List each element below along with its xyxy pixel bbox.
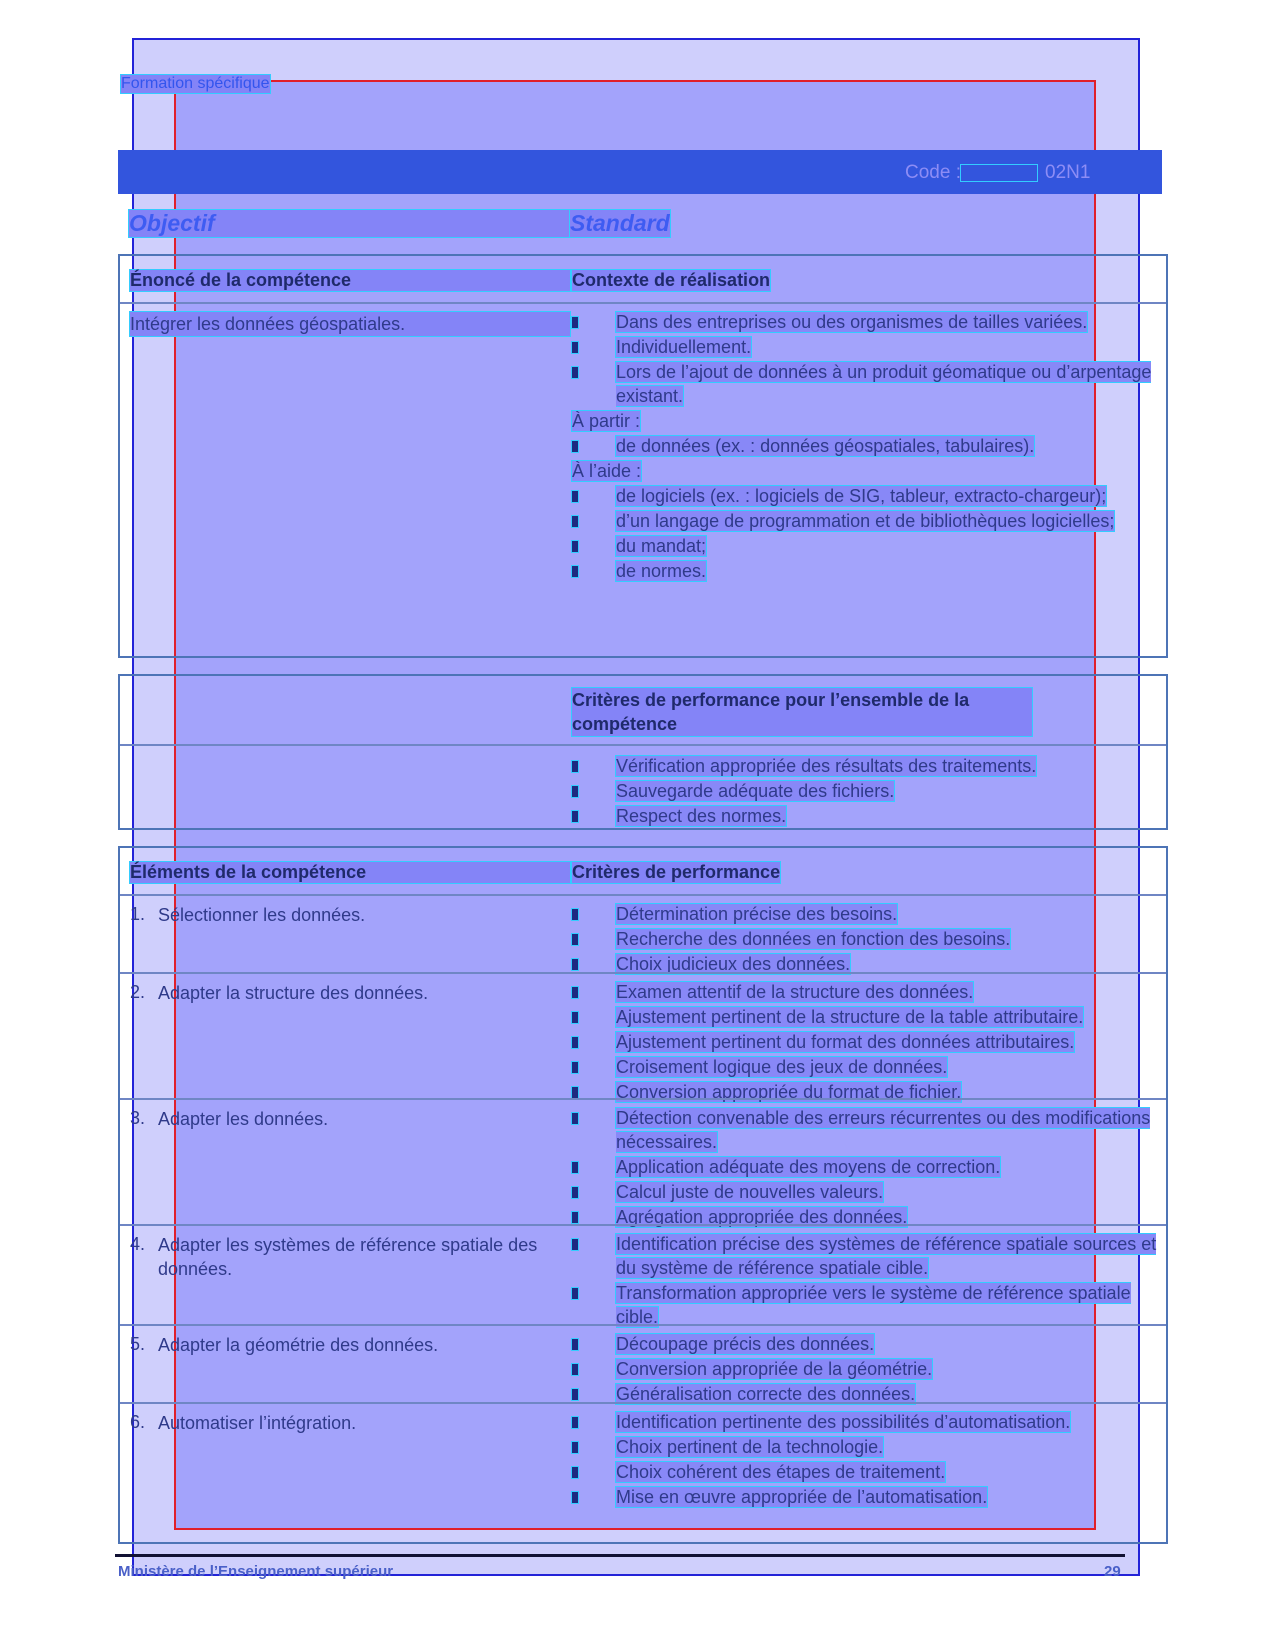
critere-item-text: Examen attentif de la structure des données. [616, 982, 974, 1002]
contexte-subheading [572, 459, 1162, 483]
row-divider [120, 1402, 1166, 1404]
critere-item-text: Détermination précise des besoins. [616, 904, 898, 924]
element-number: 3. [130, 1108, 146, 1128]
bullet-icon [572, 367, 578, 378]
bullet-icon [572, 317, 578, 328]
element-text: Adapter les systèmes de référence spatiale des données. [158, 1235, 538, 1279]
elements-box [118, 846, 1168, 1544]
section-title: Formation spécifique [121, 75, 270, 92]
criteres-ensemble-header: Critères de performance pour l’ensemble de la compétence [572, 688, 1032, 736]
critere-item-text: Agrégation appropriée des données. [616, 1207, 908, 1227]
element-number: 4. [130, 1234, 146, 1254]
bullet-icon [572, 1037, 578, 1048]
critere-item [572, 1005, 1162, 1029]
bullet-icon [572, 909, 578, 920]
critere-item [572, 1055, 1162, 1079]
contexte-item-text: Dans des entreprises ou des organismes de tailles variées. [616, 312, 1088, 332]
critere-item [572, 1232, 1162, 1280]
bullet-icon [572, 491, 578, 502]
critere-item [572, 927, 1162, 951]
critere-item-text: Choix judicieux des données. [616, 954, 851, 974]
critere-item [572, 1485, 1162, 1509]
element-text: Adapter la structure des données. [158, 983, 429, 1003]
contexte-subheading-text: À partir : [572, 411, 641, 431]
enonce-header: Énoncé de la compétence [130, 270, 570, 291]
element-text: Adapter les données. [158, 1109, 329, 1129]
criteres-list [572, 1332, 1162, 1407]
critere-item [572, 1332, 1162, 1356]
contexte-subheading-text: À l’aide : [572, 461, 642, 481]
critere-item-text: Généralisation correcte des données. [616, 1384, 916, 1404]
critere-item-text: Mise en œuvre appropriée de l’automatisation. [616, 1487, 988, 1507]
critere-ensemble-item-text: Respect des normes. [616, 806, 787, 826]
criteres-header: Critères de performance [572, 862, 781, 882]
critere-item-text: Transformation appropriée vers le système de référence spatiale cible. [616, 1283, 1131, 1327]
critere-item-text: Identification précise des systèmes de référence spatiale sources et du système de référence spatiale cible. [616, 1234, 1157, 1278]
criteres-list [572, 980, 1162, 1105]
objectif-heading: Objectif [129, 210, 569, 237]
bullet-icon [572, 1239, 578, 1250]
critere-ensemble-item-text: Sauvegarde adéquate des fichiers. [616, 781, 895, 801]
contexte-item [572, 434, 1162, 458]
bullet-icon [572, 1012, 578, 1023]
element-text: Sélectionner les données. [158, 905, 366, 925]
bullet-icon [572, 541, 578, 552]
critere-item [572, 1435, 1162, 1459]
row-divider [120, 302, 1166, 304]
critere-item-text: Ajustement pertinent de la structure de la table attributaire. [616, 1007, 1084, 1027]
bullet-icon [572, 342, 578, 353]
contexte-item [572, 360, 1162, 408]
standard-heading: Standard [570, 210, 670, 236]
critere-item-text: Conversion appropriée de la géométrie. [616, 1359, 933, 1379]
elements-header: Éléments de la compétence [130, 862, 570, 883]
contexte-item-text: de données (ex. : données géospatiales, tabulaires). [616, 436, 1035, 456]
contexte-item [572, 559, 1162, 583]
critere-item-text: Choix cohérent des étapes de traitement. [616, 1462, 946, 1482]
contexte-item [572, 484, 1162, 508]
critere-item [572, 1410, 1162, 1434]
element-text: Adapter la géométrie des données. [158, 1335, 439, 1355]
row-divider [120, 1224, 1166, 1226]
critere-ensemble-item-text: Vérification appropriée des résultats des traitements. [616, 756, 1037, 776]
element-number: 1. [130, 904, 146, 924]
footer-rule [115, 1554, 1125, 1557]
bullet-icon [572, 1417, 578, 1428]
bullet-icon [572, 1062, 578, 1073]
row-divider [120, 894, 1166, 896]
bullet-icon [572, 934, 578, 945]
bullet-icon [572, 987, 578, 998]
code-label: Code : [905, 162, 961, 183]
footer-ministry: Ministère de l’Enseignement supérieur [118, 1563, 394, 1580]
bullet-icon [572, 441, 578, 452]
row-divider [120, 972, 1166, 974]
critere-item-text: Recherche des données en fonction des besoins. [616, 929, 1011, 949]
criteres-list [572, 1106, 1162, 1230]
critere-item-text: Ajustement pertinent du format des données attributaires. [616, 1032, 1075, 1052]
critere-item [572, 980, 1162, 1004]
bullet-icon [572, 761, 578, 772]
critere-item [572, 1106, 1162, 1154]
critere-item [572, 1155, 1162, 1179]
critere-item-text: Identification pertinente des possibilités d’automatisation. [616, 1412, 1071, 1432]
critere-item [572, 1460, 1162, 1484]
contexte-item [572, 509, 1162, 533]
page-number: 29 [1104, 1563, 1121, 1580]
bullet-icon [572, 1442, 578, 1453]
contexte-item-text: d’un langage de programmation et de bibliothèques logicielles; [616, 511, 1115, 531]
bullet-icon [572, 1389, 578, 1400]
critere-ensemble-item [572, 804, 1162, 828]
critere-item-text: Détection convenable des erreurs récurrentes ou des modifications nécessaires. [616, 1108, 1151, 1152]
bullet-icon [572, 566, 578, 577]
element-number: 5. [130, 1334, 146, 1354]
bullet-icon [572, 959, 578, 970]
bullet-icon [572, 811, 578, 822]
critere-item [572, 1281, 1162, 1329]
bullet-icon [572, 1212, 578, 1223]
row-divider [120, 744, 1166, 746]
contexte-item-text: de normes. [616, 561, 707, 581]
element-number: 2. [130, 982, 146, 1002]
criteres-list [572, 1232, 1162, 1330]
contexte-list [572, 310, 1162, 584]
bullet-icon [572, 1187, 578, 1198]
contexte-item-text: Lors de l’ajout de données à un produit géomatique ou d’arpentage existant. [616, 362, 1152, 406]
critere-item [572, 902, 1162, 926]
bullet-icon [572, 516, 578, 527]
bullet-icon [572, 1113, 578, 1124]
code-value: 02N1 [1045, 162, 1091, 183]
row-divider [120, 1098, 1166, 1100]
criteres-list [572, 1410, 1162, 1510]
contexte-header: Contexte de réalisation [572, 270, 771, 290]
bullet-icon [572, 1162, 578, 1173]
critere-item [572, 1357, 1162, 1381]
contexte-item [572, 534, 1162, 558]
element-text: Automatiser l’intégration. [158, 1413, 357, 1433]
contexte-item-text: du mandat; [616, 536, 707, 556]
contexte-item [572, 310, 1162, 334]
enonce-text: Intégrer les données géospatiales. [130, 312, 570, 336]
critere-item-text: Calcul juste de nouvelles valeurs. [616, 1182, 884, 1202]
critere-ensemble-item [572, 754, 1162, 778]
critere-item-text: Croisement logique des jeux de données. [616, 1057, 948, 1077]
criteres-list [572, 902, 1162, 977]
bullet-icon [572, 1467, 578, 1478]
row-divider [120, 1324, 1166, 1326]
critere-item-text: Conversion appropriée du format de fichier. [616, 1082, 962, 1102]
critere-item [572, 1080, 1162, 1104]
bullet-icon [572, 1364, 578, 1375]
contexte-subheading [572, 409, 1162, 433]
criteres-ensemble-box [118, 674, 1168, 830]
critere-item-text: Application adéquate des moyens de correction. [616, 1157, 1001, 1177]
bullet-icon [572, 786, 578, 797]
bullet-icon [572, 1339, 578, 1350]
criteres-ensemble-list [572, 754, 1162, 829]
contexte-item-text: de logiciels (ex. : logiciels de SIG, tableur, extracto-chargeur); [616, 486, 1107, 506]
contexte-item-text: Individuellement. [616, 337, 752, 357]
contexte-item [572, 335, 1162, 359]
critere-item-text: Découpage précis des données. [616, 1334, 875, 1354]
critere-item [572, 1180, 1162, 1204]
element-number: 6. [130, 1412, 146, 1432]
competence-box [118, 254, 1168, 658]
bullet-icon [572, 1288, 578, 1299]
critere-item [572, 1030, 1162, 1054]
bullet-icon [572, 1492, 578, 1503]
code-field [960, 164, 1038, 182]
critere-ensemble-item [572, 779, 1162, 803]
critere-item-text: Choix pertinent de la technologie. [616, 1437, 884, 1457]
bullet-icon [572, 1087, 578, 1098]
